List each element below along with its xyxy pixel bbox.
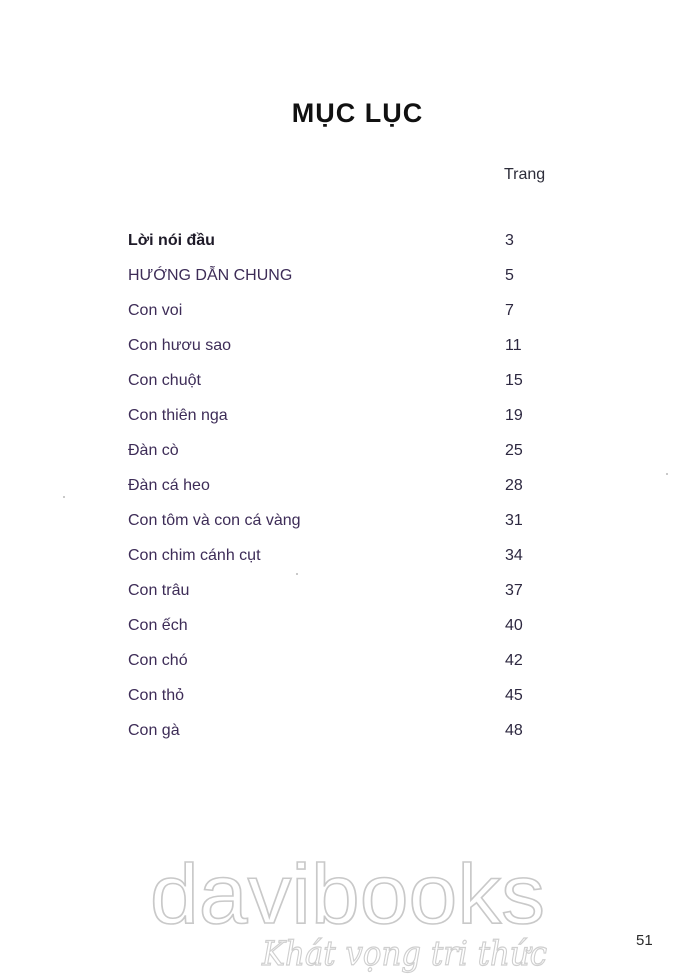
- watermark-tagline: Khát vọng tri thức: [261, 934, 547, 974]
- toc-entry-page: 7: [505, 302, 514, 319]
- toc-entry-label: Con hươu sao: [128, 337, 232, 354]
- toc-entry-page: 3: [505, 232, 514, 249]
- toc-entry: [0, 722, 700, 744]
- toc-entry-page: 28: [505, 477, 523, 494]
- toc-entry: [0, 477, 700, 499]
- toc-entry: [0, 407, 700, 429]
- page-column-header: Trang: [504, 166, 546, 183]
- toc-entry-page: 25: [505, 442, 523, 459]
- toc-entry-label: Con thiên nga: [128, 407, 228, 424]
- toc-entry-label: Con chó: [128, 652, 188, 669]
- toc-entry: [0, 337, 700, 359]
- toc-entry-page: 42: [505, 652, 523, 669]
- toc-entry: [0, 267, 700, 289]
- toc-entry-page: 11: [505, 337, 522, 354]
- toc-entry: [0, 582, 700, 604]
- toc-entry: [0, 687, 700, 709]
- toc-entry: [0, 652, 700, 674]
- toc-entry: [0, 512, 700, 534]
- toc-entry-page: 5: [505, 267, 514, 284]
- toc-entry: [0, 442, 700, 464]
- toc-entry-page: 19: [505, 407, 523, 424]
- toc-entry: [0, 547, 700, 569]
- watermark-brand: davibooks: [150, 847, 545, 941]
- toc-entry-page: 48: [505, 722, 523, 739]
- toc-entry-label: Con trâu: [128, 582, 190, 599]
- toc-entry-label: Con chuột: [128, 372, 201, 389]
- toc-entry: [0, 372, 700, 394]
- toc-entry-page: 31: [505, 512, 523, 529]
- toc-entry-label: Con chim cánh cụt: [128, 547, 261, 564]
- toc-entry-page: 45: [505, 687, 523, 704]
- toc-entry-label: Lời nói đầu: [128, 232, 215, 249]
- toc-entry-label: Con gà: [128, 722, 180, 739]
- toc-entry-label: Con voi: [128, 302, 183, 319]
- toc-entry: [0, 232, 700, 254]
- toc-entry-label: Con tôm và con cá vàng: [128, 512, 301, 529]
- toc-entry: [0, 302, 700, 324]
- toc-entry-page: 34: [505, 547, 523, 564]
- toc-entry-label: Đàn cò: [128, 442, 179, 459]
- toc-entry-label: HƯỚNG DẪN CHUNG: [128, 267, 293, 284]
- toc-entry: [0, 617, 700, 639]
- toc-entry-label: Con thỏ: [128, 687, 185, 704]
- davibooks-watermark-logo: [150, 845, 550, 980]
- toc-entry-page: 37: [505, 582, 523, 599]
- toc-entry-label: Đàn cá heo: [128, 477, 210, 494]
- page-title: MỤC LỤC: [291, 98, 424, 128]
- page-number: 51: [636, 932, 653, 949]
- toc-entry-label: Con ếch: [128, 617, 188, 634]
- toc-entry-page: 15: [505, 372, 523, 389]
- toc-entry-page: 40: [505, 617, 523, 634]
